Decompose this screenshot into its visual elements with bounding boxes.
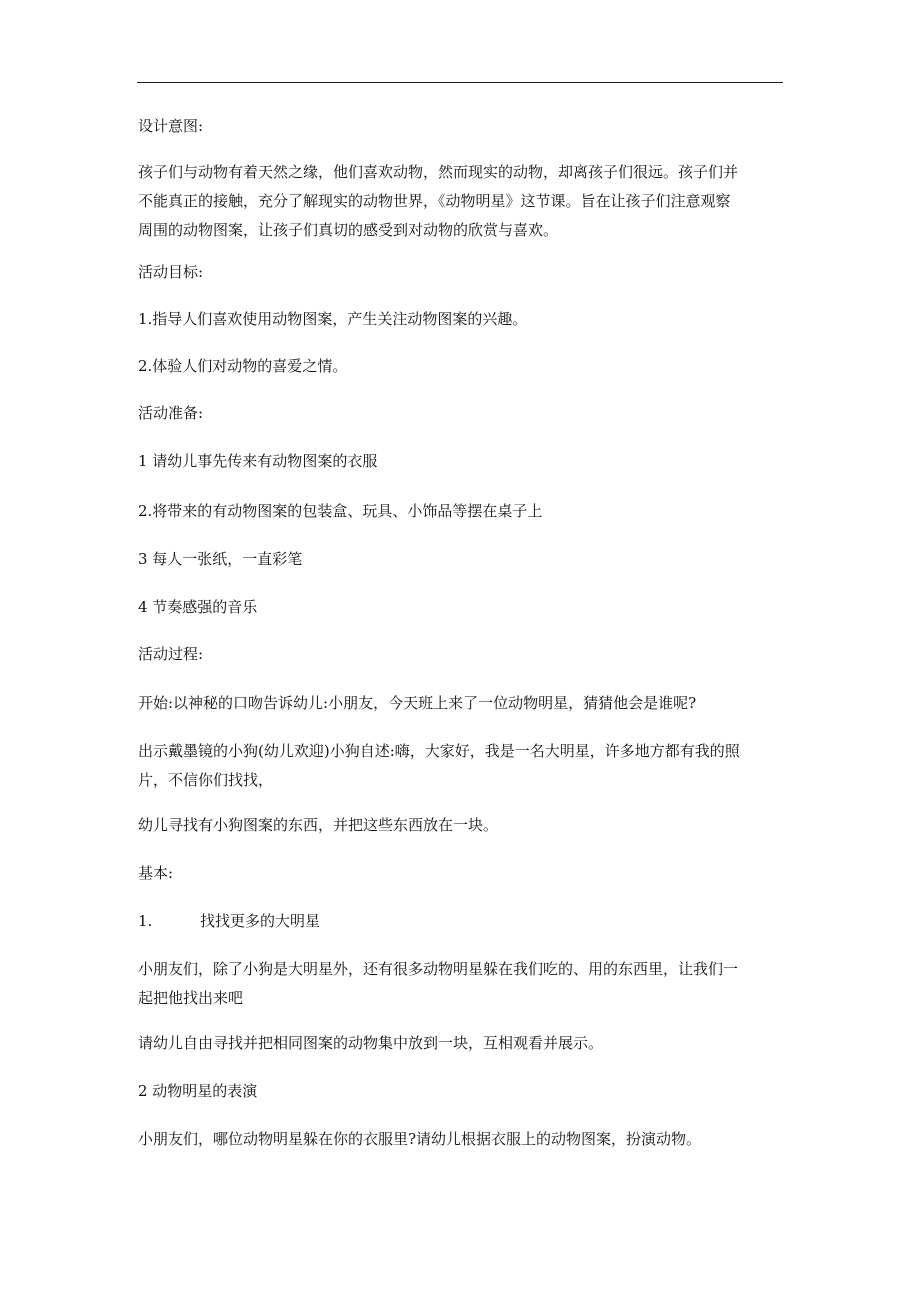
process-start: 开始:以神秘的口吻告诉幼儿:小朋友，今天班上来了一位动物明星，猜猜他会是谁呢? bbox=[138, 694, 697, 712]
step-1-title: 找找更多的大明星 bbox=[200, 912, 321, 930]
process-children-search: 幼儿寻找有小狗图案的东西，并把这些东西放在一块。 bbox=[138, 816, 499, 834]
prep-item-2: 2.将带来的有动物图案的包装盒、玩具、小饰品等摆在桌子上 bbox=[138, 502, 543, 520]
design-intent-line: 不能真正的接触，充分了解现实的动物世界，《动物明星》这节课。旨在让孩子们注意观察 bbox=[138, 192, 731, 210]
prep-item-4: 4 节奏感强的音乐 bbox=[138, 598, 258, 616]
design-intent-line: 周围的动物图案，让孩子们真切的感受到对动物的欣赏与喜欢。 bbox=[138, 221, 559, 239]
design-intent-line: 孩子们与动物有着天然之缘，他们喜欢动物，然而现实的动物，却离孩子们很远。孩子们并 bbox=[138, 163, 739, 181]
goals-heading: 活动目标: bbox=[138, 263, 204, 281]
process-heading: 活动过程: bbox=[138, 645, 204, 663]
prep-heading: 活动准备: bbox=[138, 404, 204, 422]
step-1-desc-line: 起把他找出来吧 bbox=[138, 989, 244, 1007]
show-dog-line: 出示戴墨镜的小狗(幼儿欢迎)小狗自述:嗨，大家好，我是一名大明星，许多地方都有我的照 bbox=[138, 742, 740, 760]
basic-heading: 基本: bbox=[138, 864, 174, 882]
design-intent-heading: 设计意图: bbox=[138, 117, 204, 135]
header-rule bbox=[137, 82, 783, 83]
goal-item-1: 1.指导人们喜欢使用动物图案，产生关注动物图案的兴趣。 bbox=[138, 310, 528, 328]
step-1-description bbox=[138, 955, 788, 1013]
show-dog-line: 片，不信你们找找， bbox=[138, 771, 274, 789]
design-intent-body bbox=[138, 158, 788, 245]
step-1-task: 请幼儿自由寻找并把相同图案的动物集中放到一块，互相观看并展示。 bbox=[138, 1034, 604, 1052]
step-2-heading: 2 动物明星的表演 bbox=[138, 1082, 258, 1100]
step-1-number: 1. bbox=[138, 912, 153, 930]
step-1-heading bbox=[138, 907, 788, 936]
process-show-dog bbox=[138, 737, 788, 795]
prep-item-1: 1 请幼儿事先传来有动物图案的衣服 bbox=[138, 452, 378, 470]
step-2-description: 小朋友们，哪位动物明星躲在你的衣服里?请幼儿根据衣服上的动物图案，扮演动物。 bbox=[138, 1130, 702, 1148]
step-1-desc-line: 小朋友们，除了小狗是大明星外，还有很多动物明星躲在我们吃的、用的东西里，让我们一 bbox=[138, 960, 739, 978]
prep-item-3: 3 每人一张纸，一直彩笔 bbox=[138, 550, 303, 568]
goal-item-2: 2.体验人们对动物的喜爱之情。 bbox=[138, 357, 348, 375]
